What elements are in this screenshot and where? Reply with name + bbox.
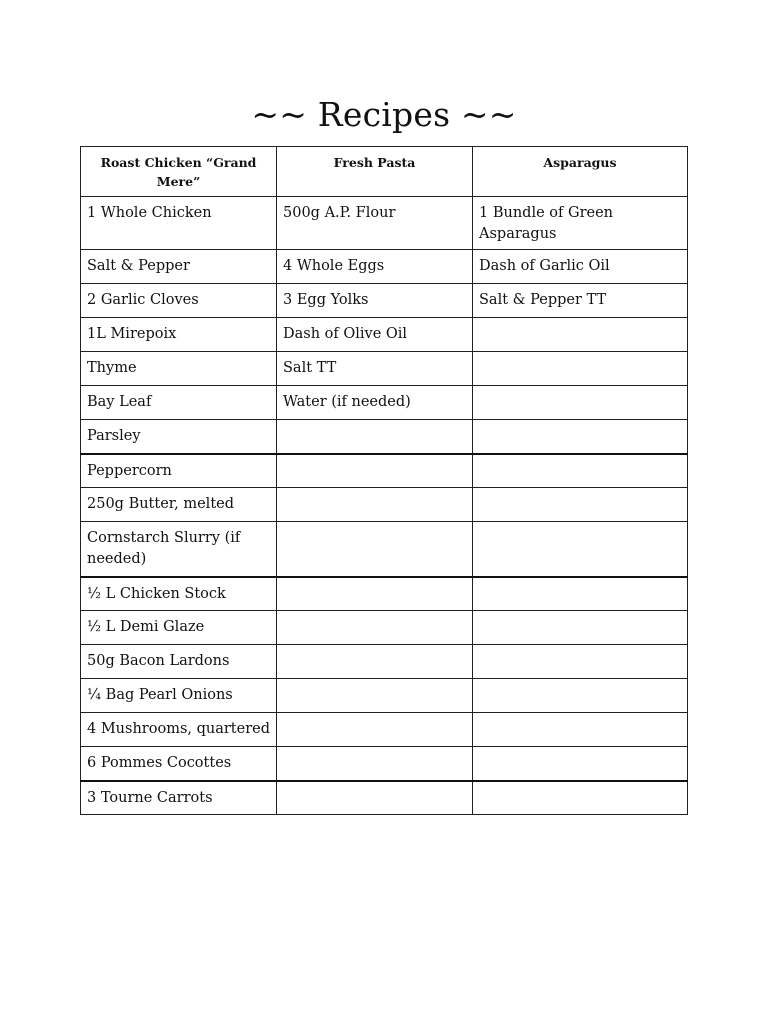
table-cell [473,352,688,386]
table-cell [473,386,688,420]
table-cell [473,318,688,352]
table-row [81,781,688,815]
table-row [81,454,688,488]
table-row [81,420,688,454]
table-cell: 4 Whole Eggs [277,250,473,284]
table-cell: ½ L Demi Glaze [81,611,277,645]
table-cell: 1 Whole Chicken [81,197,277,250]
table-row [81,488,688,522]
table-cell [277,420,473,454]
table-cell: ¼ Bag Pearl Onions [81,679,277,713]
table-cell [473,420,688,454]
table-row [81,747,688,781]
table-row [81,611,688,645]
table-cell [277,713,473,747]
table-row [81,713,688,747]
table-cell: Salt & Pepper [81,250,277,284]
table-cell: 1L Mirepoix [81,318,277,352]
table-cell: 50g Bacon Lardons [81,645,277,679]
table-row [81,352,688,386]
column-header-asparagus: Asparagus [473,147,688,197]
table-cell [473,488,688,522]
table-row [81,250,688,284]
table-cell [277,611,473,645]
table-row [81,284,688,318]
table-cell [277,645,473,679]
table-cell [277,747,473,781]
table-cell: Thyme [81,352,277,386]
table-cell: 2 Garlic Cloves [81,284,277,318]
page-title: ~~ Recipes ~~ [251,95,517,134]
table-cell: Salt TT [277,352,473,386]
table-row [81,386,688,420]
table-cell [473,454,688,488]
table-cell: Peppercorn [81,454,277,488]
table-cell: Dash of Garlic Oil [473,250,688,284]
table-row [81,645,688,679]
column-header-roast-chicken: Roast Chicken “Grand Mere” [81,147,277,197]
table-cell: 6 Pommes Cocottes [81,747,277,781]
table-cell [277,577,473,611]
table-cell: Water (if needed) [277,386,473,420]
table-cell: Bay Leaf [81,386,277,420]
table-cell: Parsley [81,420,277,454]
table-row [81,318,688,352]
table-cell [277,679,473,713]
table-cell [473,522,688,577]
table-cell: 3 Egg Yolks [277,284,473,318]
table-cell: Cornstarch Slurry (if needed) [81,522,277,577]
table-cell [277,522,473,577]
recipes-table [80,146,688,815]
table-cell [277,454,473,488]
table-row [81,577,688,611]
table-cell: 250g Butter, melted [81,488,277,522]
table-cell: Salt & Pepper TT [473,284,688,318]
column-header-fresh-pasta: Fresh Pasta [277,147,473,197]
table-cell [473,645,688,679]
table-cell: 3 Tourne Carrots [81,781,277,815]
table-cell: 500g A.P. Flour [277,197,473,250]
table-cell [473,781,688,815]
table-cell [473,611,688,645]
table-cell [277,781,473,815]
table-cell [277,488,473,522]
table-row [81,522,688,577]
table-row [81,197,688,250]
table-cell [473,679,688,713]
table-cell: 1 Bundle of Green Asparagus [473,197,688,250]
table-header-row [81,147,688,197]
table-cell: 4 Mushrooms, quartered [81,713,277,747]
table-cell: Dash of Olive Oil [277,318,473,352]
table-row [81,679,688,713]
table-cell: ½ L Chicken Stock [81,577,277,611]
table-cell [473,747,688,781]
table-cell [473,577,688,611]
table-cell [473,713,688,747]
